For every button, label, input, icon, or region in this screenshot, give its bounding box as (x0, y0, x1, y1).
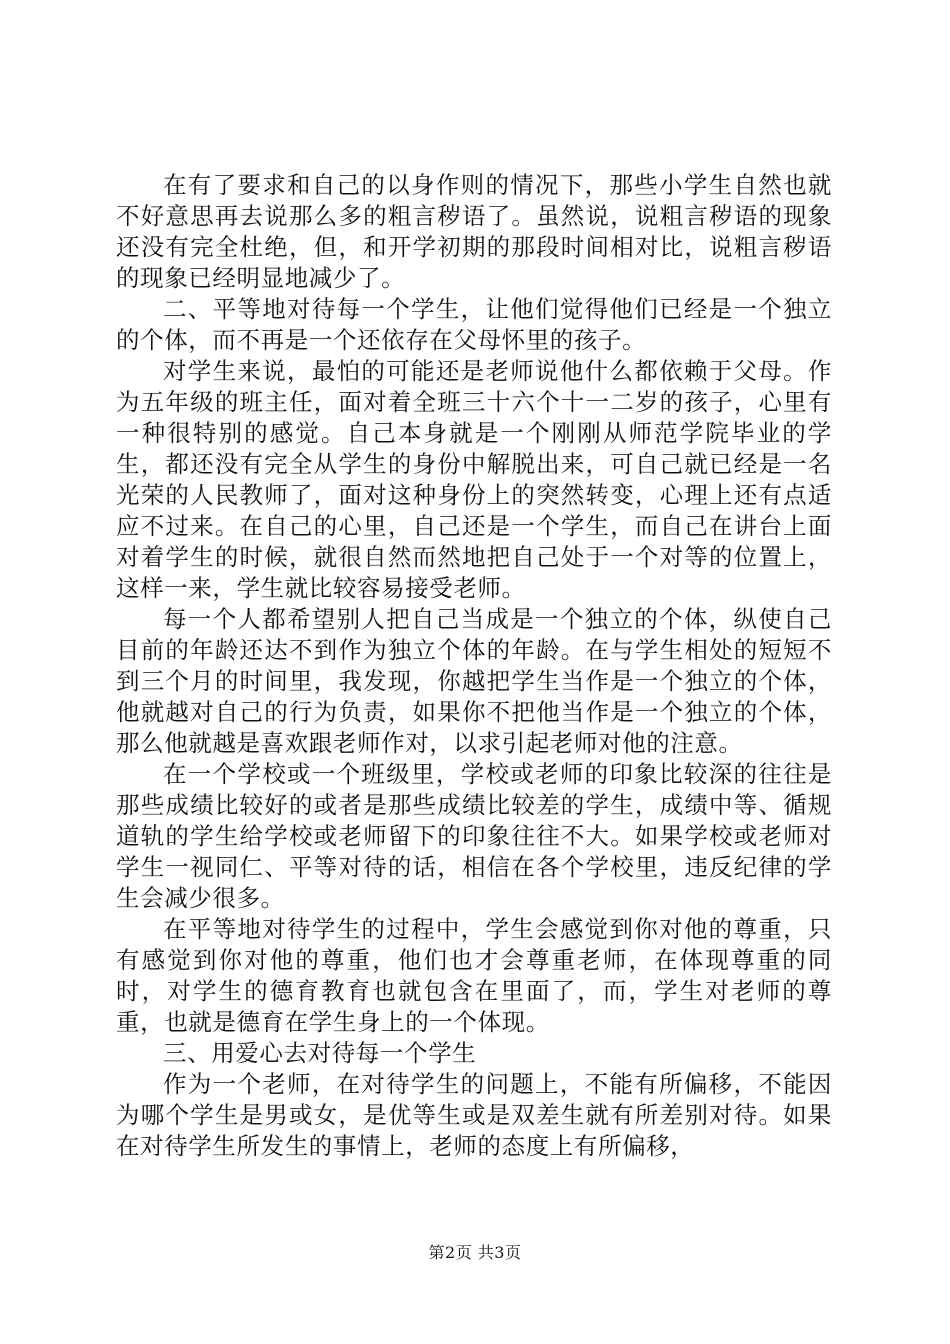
paragraph-4: 每一个人都希望别人把自己当成是一个独立的个体，纵使自己目前的年龄还达不到作为独立个体的年龄。在与学生相处的短短不到三个月的时间里，我发现，你越把学生当作是一个独立的个体，他就越对自己的行为负责，如果你不把他当作是一个独立的个体，那么他就越是喜欢跟老师作对，以求引起老师对他的注意。 (116, 605, 832, 757)
paragraph-1: 在有了要求和自己的以身作则的情况下，那些小学生自然也就不好意思再去说那么多的粗言秽语了。虽然说，说粗言秽语的现象还没有完全杜绝，但，和开学初期的那段时间相对比，说粗言秽语的现象已经明显地减少了。 (116, 171, 832, 292)
page-footer (0, 1243, 950, 1263)
paragraph-6: 在平等地对待学生的过程中，学生会感觉到你对他的尊重，只有感觉到你对他的尊重，他们也才会尊重老师，在体现尊重的同时，对学生的德育教育也就包含在里面了，而，学生对老师的尊重，也就是德育在学生身上的一个体现。 (116, 915, 832, 1036)
section-3-heading: 三、用爱心去对待每一个学生 (163, 1039, 477, 1067)
paragraph-3: 对学生来说，最怕的可能还是老师说他什么都依赖于父母。作为五年级的班主任，面对着全班三十六个十一二岁的孩子，心里有一种很特别的感觉。自己本身就是一个刚刚从师范学院毕业的学生，都还没有完全从学生的身份中解脱出来，可自己就已经是一名光荣的人民教师了，面对这种身份上的突然转变，心理上还有点适应不过来。在自己的心里，自己还是一个学生，而自己在讲台上面对着学生的时候，就很自然而然地把自己处于一个对等的位置上，这样一来，学生就比较容易接受老师。 (116, 357, 832, 602)
paragraph-8: 作为一个老师，在对待学生的问题上，不能有所偏移，不能因为哪个学生是男或女，是优等生或是双差生就有所差别对待。如果在对待学生所发生的事情上，老师的态度上有所偏移， (116, 1070, 832, 1160)
page-number: 第2页 共3页 (428, 1243, 522, 1262)
paragraph-5: 在一个学校或一个班级里，学校或老师的印象比较深的往往是那些成绩比较好的或者是那些成绩比较差的学生，成绩中等、循规道轨的学生给学校或老师留下的印象往往不大。如果学校或老师对学生一视同仁、平等对待的话，相信在各个学校里，违反纪律的学生会减少很多。 (116, 760, 832, 912)
document-body (116, 170, 832, 1162)
paragraph-section-2-heading: 二、平等地对待每一个学生，让他们觉得他们已经是一个独立的个体，而不再是一个还依存在父母怀里的孩子。 (116, 295, 832, 354)
